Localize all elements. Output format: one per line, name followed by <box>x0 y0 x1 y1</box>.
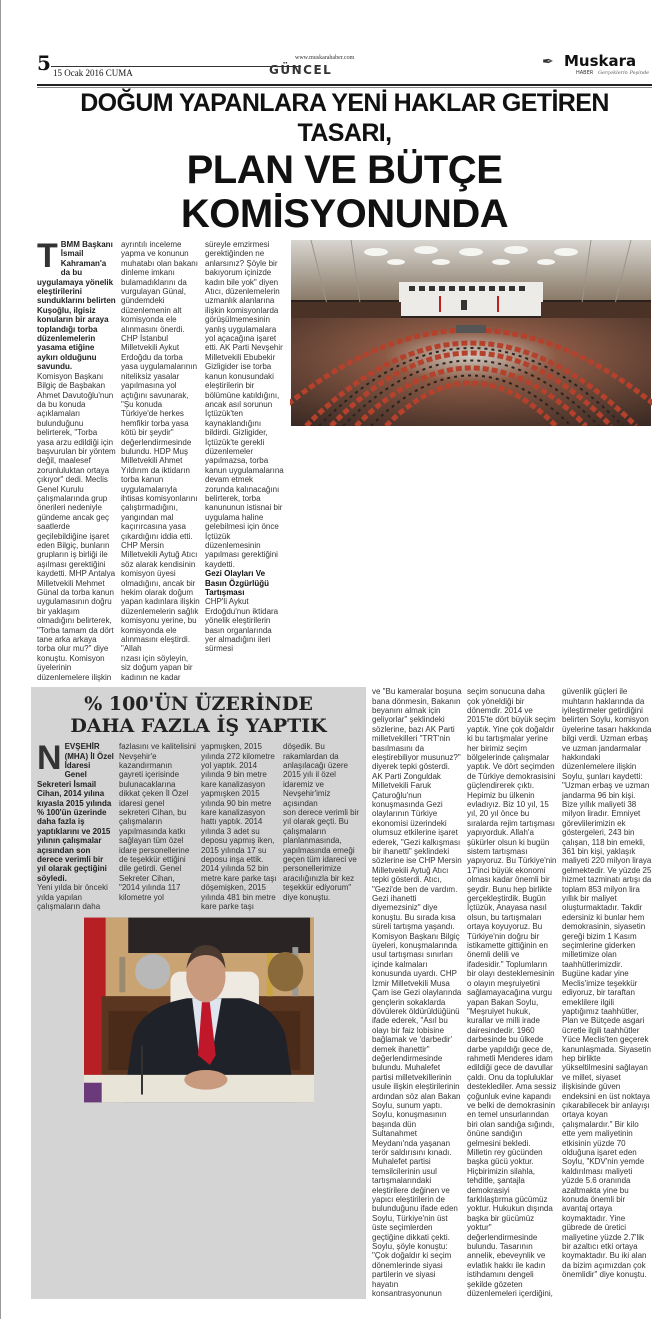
logo-wordmark: Muskara <box>564 52 637 70</box>
sidebar-body: yol yaptık. 2014 yılında 9 bin metre kare kanalizasyon yapmışken 2015 yılında 90 bin metre kare kanalizasyon hattı yaptık. 2014 yılında 3 adet su deposu yapmış iken, 2015 yılında 17 su deposu inşa ettik. <box>201 760 275 864</box>
main-article-columns-1-3 <box>37 237 284 682</box>
sidebar-headline <box>37 693 360 737</box>
section-name: GÜNCEL <box>269 63 333 77</box>
article-body: rızası için söyleyin, siz doğum yapan bir kadının ne kadar süreyle emzirmesi gerektiğinden ne anlarsınız? Şöyle bir bakıyorum içinizde kadın bile yok" diyen Atıcı, düzenlemelerin uzmanlık alanlarına ilişkin komisyonlarda görüşülmemesinin yanlış uygulamalara yol açacağına işaret etti. AK Parti Nevşehir Milletvekili Ebubekir Gizligider ise torba kanun konusundaki eleştirilerin bir bölümüne katıldığını, ancak asıl sorunun İçtüzük'ten kaynaklandığını bildirdi. Gizligider, İçtüzük'te gerekli düzenlemeler yapılmazsa, torba kanun uygulamalarına devam etmek zorunda kalınacağını belirterek, torba kanununun istisnai bir uygulama haline gelebilmesi için önce İçtüzük düzenlemesinin yapılması gerektiğini kaydetti. <box>121 240 284 682</box>
logo-pen-icon: ✒ <box>542 54 554 70</box>
sidebar-lead: EVŞEHİR (MHA) İl Özel İdaresi Genel Sekreteri İsmail Cihan, 2014 yılına kıyasla 2015 yılında % 100'ün üzerinde daha fazla iş yaptıklarını ve 2015 yılının çalışmalar açısından son derece verimli bir yıl olarak geçtiğini söyledi. <box>37 742 114 883</box>
article-body: Komisyon Başkanı Bilgiç de Başbakan Ahmet Davutoğlu'nun da bu konuda açıklamaları bulunduğunu belirterek, "Torba yasa arzu edildiği için başvurulan bir yöntem değil, maalesef zorunluluktan ortaya çıkıyor" dedi. Meclis Genel Kurulu çalışmalarında grup önerileri nedeniyle gündeme ancak geç saatlerde geçilebildiğine işaret eden Bilgiç, bunların grupların iş birliği ile aşılması gerektiğini kaydetti. MHP Antalya Milletvekili Mehmet Günal da torba kanun uygulamasının doğru bir yaklaşım olmadığını belirterek, "Torba tamam da dört tane arka arkaya torba olur mu?" diye konuştu. Komisyon <box>37 371 116 663</box>
page-number: 5 <box>37 51 51 75</box>
article-lead: BMM Başkanı İsmail Kahraman'a da bu uygulamaya yönelik eleştirilerini sunduklarını belirten Kuşoğlu, ilgisiz konuların bir araya toplandığı torba düzenlemelerin yasama etiğine aykırı olduğunu savundu. <box>37 240 116 372</box>
logo-subtitle: HABER <box>576 70 594 76</box>
sidebar-body: Yeni yılda bir önceki yılda yapılan çalışmaların daha fazlasını ve kalitelisini Nevşehir'e kazandırmanın gayreti içerisinde bulunacaklarına dikkat çeken İl Özel idaresi genel sekreteri Cihan, bu çalışmaların yapılmasında katkı sağlayan tüm özel idare personellerine de teşekkür ettiğini dile getirdi. Genel Sekreter Cihan, "2014 yılında 117 kilometre yol yapmışken, 2015 yılında 272 kilometre <box>37 742 275 911</box>
issue-date: 15 Ocak 2016 CUMA <box>53 68 133 78</box>
lower-region <box>31 687 652 1298</box>
parliament-hall-image <box>290 240 652 426</box>
main-article-columns-4-7 <box>372 687 652 1298</box>
sidebar-article-box <box>31 687 366 1298</box>
sidebar-columns <box>37 739 360 911</box>
portrait-photo <box>84 916 314 1104</box>
main-headline <box>37 88 652 236</box>
official-portrait-image <box>84 916 314 1104</box>
header-divider <box>37 84 652 86</box>
newspaper-logo <box>542 52 652 78</box>
headline-line-1: DOĞUM YAPANLARA YENİ HAKLAR GETİREN TASARI, <box>80 89 609 147</box>
headline-line-2: PLAN VE BÜTÇE KOMİSYONUNDA <box>180 148 509 236</box>
article-body: bilgi verdi. Uzman erbaş ve uzman jandarmalar hakkındaki düzenlemelere ilişkin Soylu, şunları kaydetti: "Uzman erbaş ve uzman jandarma 96 bin kişi. Bize yıllık maliyeti 38 milyon liradır. Emniyet görevlilerimizin ek göstergeleri, 243 bin çalışan, 118 bin emekli, 361 bin kişi, yaklaşık maliyeti 220 milyon liraya gelmektedir. Ve yüzde 25 hizmet tazminatı artışı da toplam 853 milyon lira yıllık bir maliyet oluşturmaktadır. Takdir edersiniz ki bunlar hem demokrasinin, siyasetin gereği bizim 1 Kasım seçimlerine giderken milletimize olan taahhütlerimizdir. Bugüne kadar yine Meclis'imize teşekkür ediyoruz, bir taraftan emeklilere ilgili yaptığımız taahhütler, Plan ve Bütçede asgari ücretle ilgili taahhütler Yüce Meclis'ten geçerek kanunlaşmada. Siyasetin hep birlikte yükseltilmesini sağlayan ve millet, siyaset ilişkisinde güven endeksini en üst noktaya çıkarabilecek bir anlayışı ortaya koyan çalışmalardır." Bir kilo ette yem maliyetinin etkisinin yüzde 70 olduğuna işaret eden Soylu, "KDV'nin yemde kaldırılması maliyeti yüzde 5.6 oranında azaltmakta yine bu konuda önemli bir avantaj ortaya koymaktadır. Yine gübrede de üretici maliyetine yüzde 2.7'lik bir azaltıcı etki ortaya koymaktadır. Bu iki alan da bizim açımızdan çok önemlidir" diye konuştu. <box>562 734 652 1280</box>
article-body: ve "Bu kameralar boşuna bana dönmesin, Bakanın beyanını almak için geliyorlar" şeklindeki sözlerine, bazı AK Parti milletvekilleri "TRT'nin basılmasını da eleştirebiliyor musunuz?" diyerek tepki gösterdi. AK Parti Zonguldak Milletvekili Faruk Çaturoğlu'nun konuşmasında Gezi olaylarının Türkiye ekonomisi üzerindeki olumsuz etkilerine işaret ederek, "Gezi kalkışması <box>372 687 462 847</box>
page-header <box>37 52 652 82</box>
article-subheading: Gezi Olayları Ve Basın Özgürlüğü Tartışması <box>205 569 269 598</box>
website-url[interactable]: www.muskarahaber.com <box>295 55 355 61</box>
parliament-photo <box>290 240 652 426</box>
header-rule <box>51 66 301 67</box>
article-body: üyelerinin düzenlemelere ilişkin ayrıntılı inceleme yapma ve konunun muhatabı olan bakanı dinleme imkanı bulamadıklarını da vurgulayan Günal, gündemdeki düzenlemenin alt komisyonda ele alınmasını önerdi. CHP İstanbul Milletvekili Aykut Erdoğdu da torba yasa uygulamalarının niteliksiz yasalar yapılmasına yol açtığını savunarak, "Şu konuda Türkiye'de herkes hemfikir torba yasa kötü bir şeydir" değerlendirmesinde bulundu. HDP Muş Milletvekili Ahmet Yıldırım da iktidarın torba kanun uygulamalarıyla ihtisas komisyonlarını çalıştırmadığını, yangından mal kaçırırcasına yasa çıkardığını iddia etti. CHP Mersin Milletvekili Aytuğ Atıcı söz alarak kendisinin komisyon üyesi olmadığını, ancak bir hekim olarak doğum yapan kadınlara ilişkin düzenlemelerin sağlık komisyonu yerine, bu komisyonda ele alınmasını eleştirdi. "Allah <box>37 240 200 682</box>
sidebar-body: 2014 yılında 52 bin metre kare parke taşı döşemişken, 2015 yılında 481 bin metre kare parke taşı döşedik. Bu rakamlardan da anlaşılacağı üzere 2015 yılı il özel idaremiz ve Nevşehir'imiz açısından <box>201 742 348 911</box>
main-article-top <box>37 237 652 682</box>
sidebar-headline-line-1: % 100'ÜN ÜZERİNDE <box>84 693 313 716</box>
sidebar-drop-cap: N <box>37 739 62 778</box>
logo-tagline: Gerçeklerin Peşinde <box>598 70 650 76</box>
article-body: güçlendirerek çıktı. Hepimiz bu ülkenin evladıyız. Biz 10 yıl, 15 yıl, 20 yıl önce bu sıralarda rejim tartışması yapıyorduk. Allah'a şükürler olsun ki bugün sistem tartışması yapıyoruz. Bu Türkiye'nin 17'inci büyük ekonomi olması kadar önemli bir şeydir. Bunu hep birlikte gerçekleştirdik. Bugün İçtüzük, Anayasa nasıl olsun, bu tartışmaları ortaya koyuyoruz. Bu Türkiye'nin doğru bir istikamette gittiğinin en önemli delili ve ifadesidir." Toplumların bir olayı desteklemesinin o olayın meşruiyetini sağlamayacağına vurgu yapan Bakan Soylu, "Meşruiyet hukuk, kurallar ve milli irade dairesindedir. 1960 darbesinde bu ülkede darbe yapıldığı gece de, rahmetli Menderes idam edildiği gece de davullar çaldı. Onu da topluluklar desteklediler. Ama sessiz çoğunluk evine kapandı ve belki de demokrasinin en temel unsurlarından biri olan sandığa sığındı, önüne sandığın gelmesini bekledi. Milletin rey gücünden başka gücü yoktur. Hiçbirimizin silahla, tehditle, şantajla demokrasiyi farklılaştırma gücümüz yoktur. Hukukun dışında başka bir gücümüz yoktur" değerlendirmesinde bulundu. Tasarının annelik, ebeveynlik ve evlatlık hakkı ile kadın istihdamını dengeli şekilde gözeten düzenlemeleri içerdiğini, güvenlik güçleri ile muhtarın haklarında da iyileştirmeler getirdiğini belirten Soylu, komisyon üyelerine tasarı hakkında <box>467 687 652 1299</box>
sidebar-headline-line-2: DAHA FAZLA İŞ YAPTIK <box>70 715 327 738</box>
article-body: CHP'li Aykut Erdoğdu'nun iktidara yönelik eleştirilerin basın organlarında yer almadığını ileri sürmesi <box>205 597 279 654</box>
article-body: bir ihanetti" şeklindeki sözlerine ise CHP Mersin Milletvekili Aytuğ Atıcı tepki gösterdi. Atıcı, "Gezi'de ben de vardım. Gezi ihanetti diyemezsiniz" diye konuştu. Bu sırada kısa süreli tartışma yaşandı. Komisyon Başkanı Bilgiç üyeleri, konuşmalarında usul tartışması sınırları içinde kalmaları konusunda uyardı. CHP İzmir Milletvekili Musa Çam ise Gezi olaylarında gençlerin sokaklarda dövülerek öldürüldüğünü ifade ederek, "Asıl bu olayı bir faiz lobisine bağlamak ve 'darbedir' demek ihanettir" değerlendirmesinde bulundu. Muhalefet partisi milletvekillerinin usule ilişkin eleştirilerinin ardından söz alan Bakan Soylu, sunum yaptı. Soylu, konuşmasının başında dün Sultanahmet Meydanı'nda yaşanan terör saldırısını kınadı. Muhalefet partisi temsilcilerinin usul tartışmalarındaki eleştirilere değinen ve yapıcı eleştirilerin de bulunduğunu ifade eden Soylu, Türkiye'nin üst üste seçimlerden geçtiğine dikkati çekti. Soylu, şöyle konuştu: "Çok doğaldır ki seçim dönemlerinde siyasi partilerin ve siyasi hayatın konsantrasyonunun seçim sonucuna daha çok yöneldiği bir dönemdir. 2014 ve 2015'te dört büyük seçim yaptık. Yine çok doğaldır ki bu tartışmalar yerine her birimiz seçim bölgelerinde çalışmalar yaptık. Ve dört seçimden de Türkiye demokrasisini <box>372 687 556 1299</box>
drop-cap: T <box>37 237 58 275</box>
sidebar-body: son derece verimli bir yıl olarak geçti. Bu çalışmaların planlanmasında, yapılmasında emeği geçen tüm idareci ve personellerimize aracılığınızla bir kez teşekkür ediyorum" diye konuştu. <box>283 807 360 902</box>
